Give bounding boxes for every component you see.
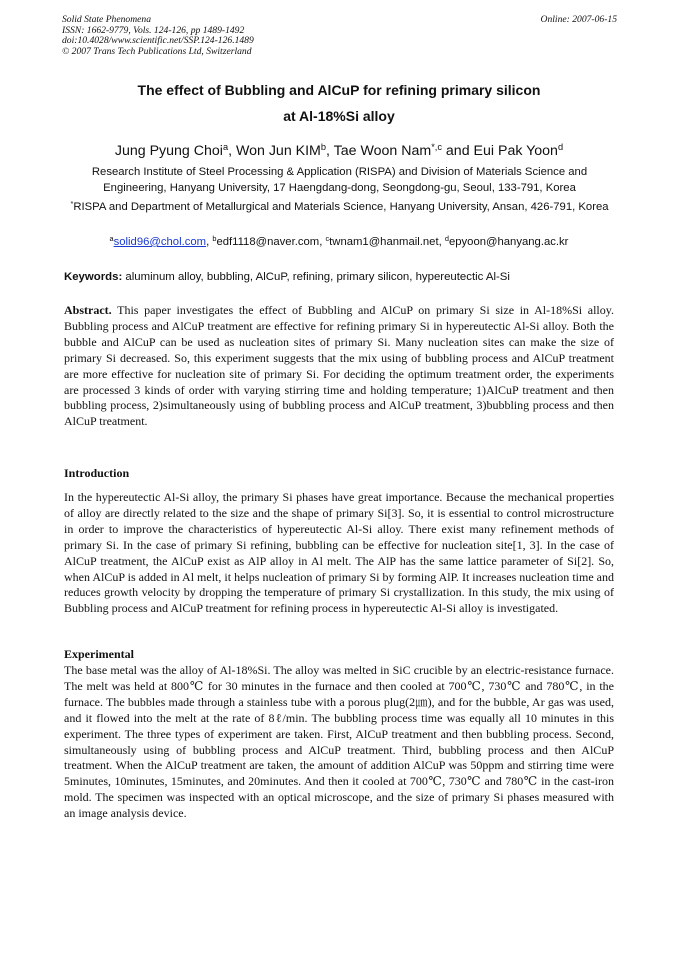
- issn-line: ISSN: 1662-9779, Vols. 124-126, pp 1489-1492: [62, 24, 245, 36]
- affiliation-main: Research Institute of Steel Processing & Application (RISPA) and Division of Materials Science and Engineering, Hanyang University, 17 Haengdang-dong, Seongdong-gu, Seoul, 133-791, Korea: [91, 166, 588, 194]
- author-affiliation-mark: a: [222, 141, 229, 152]
- journal-name: Solid State Phenomena: [62, 14, 151, 25]
- affiliation-star: [62, 199, 617, 215]
- author-name: Won Jun KIM: [235, 143, 321, 159]
- introduction-heading: Introduction: [64, 466, 130, 480]
- author-affiliation-mark: *,c: [431, 141, 442, 152]
- keywords: [64, 271, 617, 283]
- author-name: Jung Pyung Choi: [114, 143, 223, 159]
- email-mark: c: [325, 233, 330, 243]
- journal-header: [62, 15, 617, 57]
- affiliation-star-mark: *: [70, 198, 74, 208]
- email-mark: a: [109, 233, 114, 243]
- email-c: twnam1@hanmail.net: [329, 236, 439, 248]
- email-list: $^a$solid96@chol.com, $^b$edf1118@naver.com, $^c$twnam1@hanmail.net, $^d$epyoon@hanyang.ac.kr: [109, 233, 569, 248]
- abstract-text: This paper investigates the effect of Bubbling and AlCuP on primary Si size in Al-18%Si alloy. Bubbling process and AlCuP treatment are effective for refining primary Si in hypereutectic Al-Si alloy. Both the bubble and AlCuP can be used as nucleation sites of primary Si. Many nucleation sites can make the size of primary Si decreased. So, this experiment suggests that the mix using of bubbling process and AlCuP treatment are more effective for nucleation site of primary Si. For deciding the optimum treatment order, the experiments are processed 3 kinds of order with varying stirring time and holding temperature; 1)AlCuP treatment and then bubbling process, 2)simultaneously using of bubbling process and AlCuP treatment, 3)bubbling process and then AlCuP treatment.: [64, 303, 614, 429]
- paper-title-line-1: The effect of Bubbling and AlCuP for refining primary silicon: [137, 82, 541, 98]
- author-list: [0, 143, 678, 159]
- doi-line: doi:10.4028/www.scientific.net/SSP.124-126.1489: [62, 35, 254, 47]
- email-d: epyoon@hanyang.ac.kr: [448, 236, 569, 248]
- experimental-text: The base metal was the alloy of Al-18%Si. The alloy was melted in SiC crucible by an electric-resistance furnace. The melt was held at 800℃ for 30 minutes in the furnace and then cooled at 700℃, 730℃ and 780℃, in the furnace. The bubbles made through a stainless tube with a porous plug(2㎛), and for the bubble, Ar gas was used, and it flowed into the melt at the rate of 8ℓ/min. The bubbling process time was equally all 10 minutes in this experiment. The three types of experiment are taken. First, AlCuP treatment and then bubbling process. Second, simultaneously using of bubbling process and AlCuP treatment. Third, bubbling process and then AlCuP treatment. When the AlCuP treatment are taken, the amount of addition AlCuP was 50ppm and stirring time were 5minutes, 10minutes, 15minutes, and 20minutes. And then it cooled at 700℃, 730℃ and 780℃ in the cast-iron mold. The specimen was inspected with an optical microscope, and the size of primary Si phases measured with an image analysis device.: [64, 663, 614, 821]
- abstract-label: Abstract.: [64, 303, 112, 317]
- abstract: [64, 303, 614, 430]
- author-separator: and: [441, 143, 474, 159]
- email-link-a[interactable]: solid96@chol.com: [113, 236, 207, 248]
- email-mark: b: [212, 233, 217, 243]
- online-date: Online: 2007-06-15: [540, 14, 617, 25]
- author-affiliation-mark: d: [557, 141, 564, 152]
- author-affiliation-mark: b: [320, 141, 327, 152]
- copyright-line: © 2007 Trans Tech Publications Ltd, Switzerland: [62, 45, 252, 57]
- experimental-heading: Experimental: [64, 647, 134, 661]
- keywords-text: aluminum alloy, bubbling, AlCuP, refining, primary silicon, hypereutectic Al-Si: [125, 271, 510, 283]
- author-separator: ,: [228, 143, 236, 159]
- paper-title-line-2: at Al-18%Si alloy: [283, 108, 395, 124]
- keywords-label: Keywords:: [64, 271, 123, 283]
- email-mark: d: [444, 233, 449, 243]
- email-b: edf1118@naver.com: [216, 236, 320, 248]
- author-name: Tae Woon Nam: [333, 143, 432, 159]
- affiliation-star-text: RISPA and Department of Metallurgical and Materials Science, Hanyang University, Ansan, 426-791, Korea: [73, 201, 609, 213]
- introduction-text: In the hypereutectic Al-Si alloy, the primary Si phases have great importance. Because the mechanical properties of alloy are directly related to the size and the shape of primary Si[3]. So, it is essential to control microstructure in order to improve the characteristics of hypereutectic Al-Si alloy. There exist many refinement methods of primary Si. In the case of primary Si refining, bubbling can be effective for nucleation site[1, 3]. In the case of AlCuP treatment, the AlCuP exist as AlP alloy in Al melt. The AlP has the same lattice parameter of Si[2]. So, when AlCuP is added in Al melt, it helps nucleation of primary Si by forming AlP. It increases nucleation time and reduces growth velocity by dropping the temperature of primary Si crystallization. In this study, the mix using of Bubbling process and AlCuP treatment for refining process in hypereutectic Al-Si alloy is investigated.: [64, 490, 614, 616]
- author-separator: ,: [326, 143, 334, 159]
- author-name: Eui Pak Yoon: [473, 143, 558, 159]
